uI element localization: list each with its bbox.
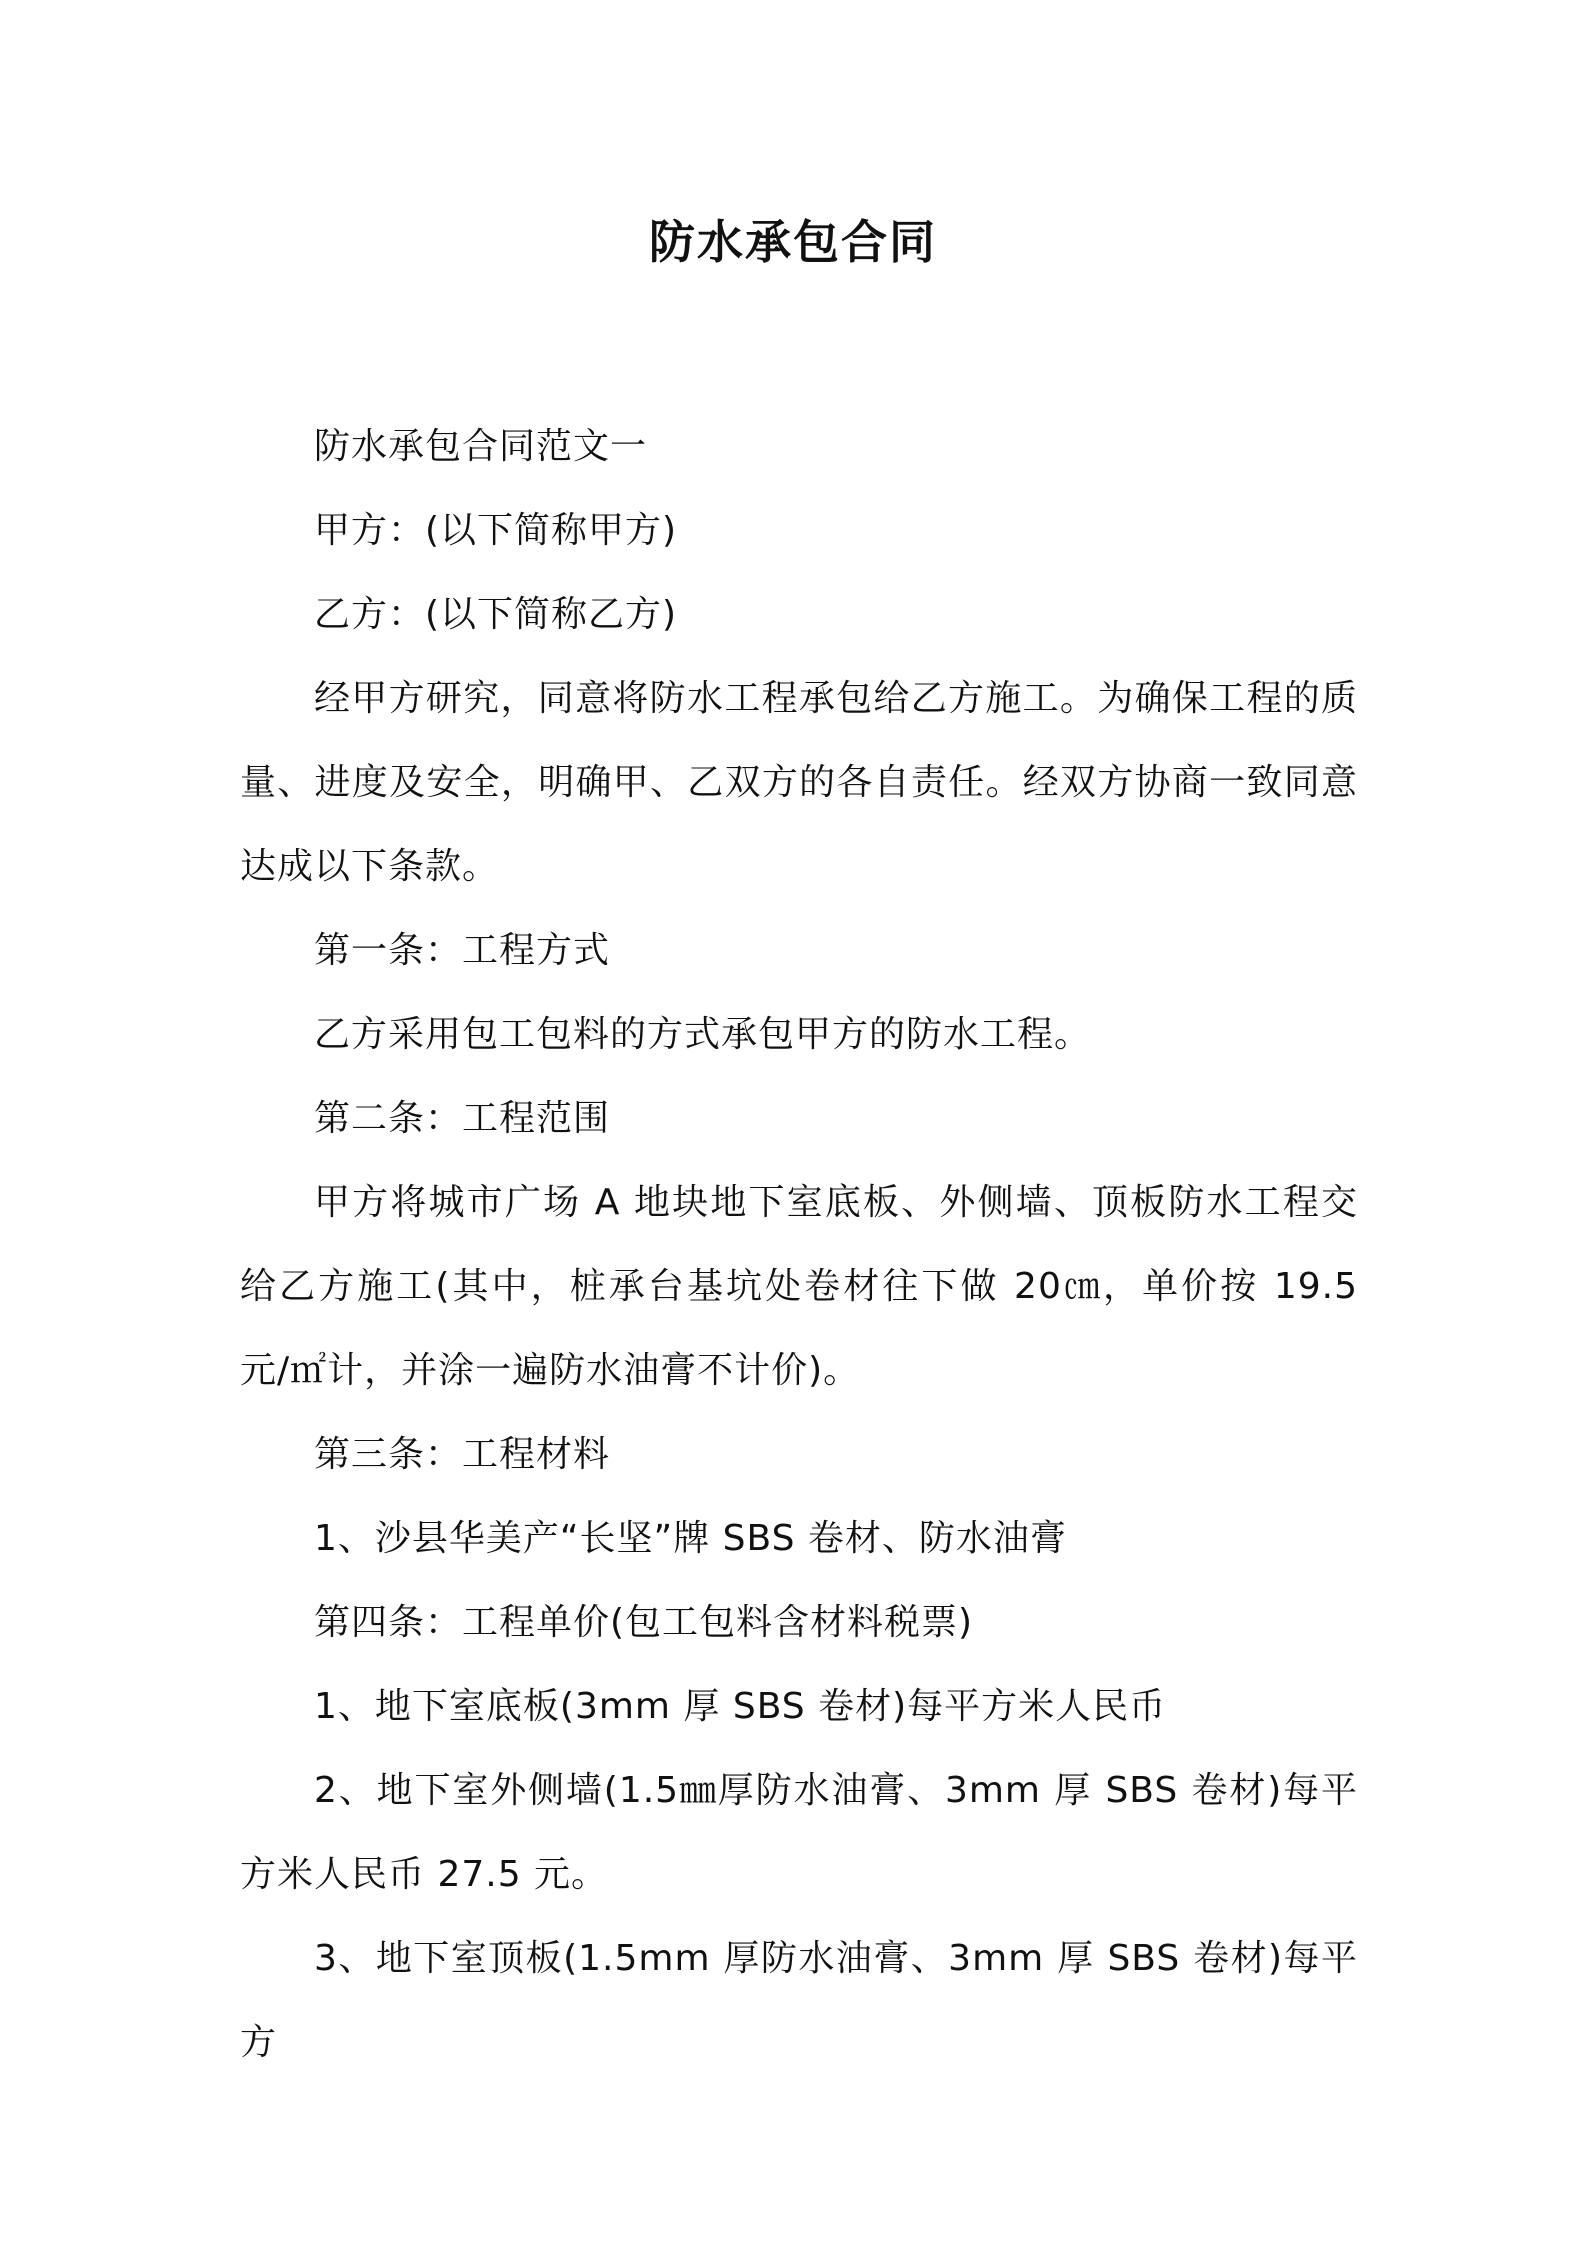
paragraph-preamble: 经甲方研究，同意将防水工程承包给乙方施工。为确保工程的质量、进度及安全，明确甲、乙双方的各自责任。经双方协商一致同意达成以下条款。 [240,678,1358,887]
paragraph-article-4-item-2: 2、地下室外侧墙(1.5㎜厚防水油膏、3mm 厚 SBS 卷材)每平方米人民币 27.5 元。 [240,1770,1358,1895]
paragraph-article-4-item-1: 1、地下室底板(3mm 厚 SBS 卷材)每平方米人民币 [314,1686,1167,1727]
paragraph-party-a: 甲方：(以下简称甲方) [314,510,678,551]
paragraph-article-1-heading: 第一条：工程方式 [314,930,611,971]
paragraph-party-b: 乙方：(以下简称乙方) [314,594,678,635]
paragraph-heading-sample: 防水承包合同范文一 [314,426,648,467]
document-body [240,405,1358,2085]
paragraph-article-1-text: 乙方采用包工包料的方式承包甲方的防水工程。 [314,1014,1092,1055]
paragraph-article-2-heading: 第二条：工程范围 [314,1098,611,1139]
paragraph-article-3-item-1: 1、沙县华美产“长坚”牌 SBS 卷材、防水油膏 [314,1518,1067,1559]
paragraph-article-2-text: 甲方将城市广场 A 地块地下室底板、外侧墙、顶板防水工程交给乙方施工(其中，桩承台基坑处卷材往下做 20㎝，单价按 19.5 元/㎡计，并涂一遍防水油膏不计价)。 [240,1182,1358,1391]
document-title: 防水承包合同 [649,215,937,269]
paragraph-article-4-item-3: 3、地下室顶板(1.5mm 厚防水油膏、3mm 厚 SBS 卷材)每平方 [240,1938,1358,2063]
paragraph-article-4-heading: 第四条：工程单价(包工包料含材料税票) [314,1602,974,1643]
paragraph-article-3-heading: 第三条：工程材料 [314,1434,611,1475]
